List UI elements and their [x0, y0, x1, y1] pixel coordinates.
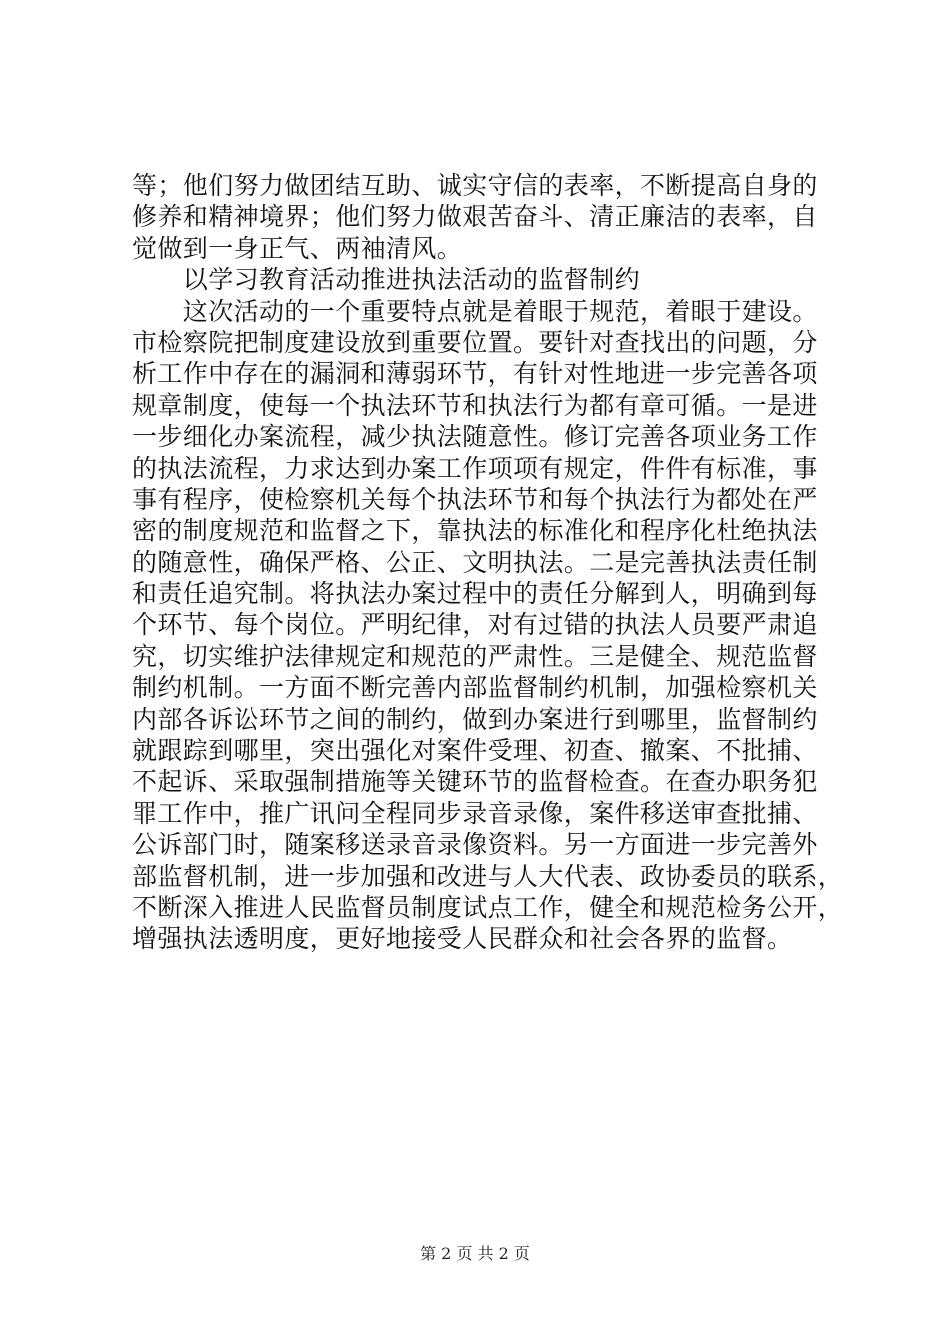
page-number-footer: 第 2 页 共 2 页	[420, 1244, 530, 1263]
text-line: 不起诉、采取强制措施等关键环节的监督检查。在查办职务犯	[132, 767, 818, 797]
text-line: 这次活动的一个重要特点就是着眼于规范，着眼于建设。	[132, 296, 818, 326]
text-line: 和责任追究制。将执法办案过程中的责任分解到人，明确到每	[132, 579, 818, 609]
text-line: 密的制度规范和监督之下，靠执法的标准化和程序化杜绝执法	[132, 516, 818, 546]
text-line: 不断深入推进人民监督员制度试点工作，健全和规范检务公开，	[132, 892, 844, 922]
text-line: 市检察院把制度建设放到重要位置。要针对查找出的问题，分	[132, 327, 818, 357]
text-line: 的随意性，确保严格、公正、文明执法。二是完善执法责任制	[132, 547, 818, 577]
text-line: 的执法流程，力求达到办案工作项项有规定，件件有标准，事	[132, 453, 818, 483]
text-line: 罪工作中，推广讯问全程同步录音录像，案件移送审查批捕、	[132, 798, 818, 828]
text-line: 事有程序，使检察机关每个执法环节和每个执法行为都处在严	[132, 484, 818, 514]
text-line: 部监督机制，进一步加强和改进与人大代表、政协委员的联系，	[132, 861, 844, 891]
text-line: 析工作中存在的漏洞和薄弱环节，有针对性地进一步完善各项	[132, 359, 818, 389]
section-heading: 以学习教育活动推进执法活动的监督制约	[132, 265, 641, 295]
text-line: 修养和精神境界；他们努力做艰苦奋斗、清正廉洁的表率，自	[132, 202, 818, 232]
text-line: 觉做到一身正气、两袖清风。	[132, 233, 463, 263]
text-line: 公诉部门时，随案移送录音录像资料。另一方面进一步完善外	[132, 830, 818, 860]
text-line: 等；他们努力做团结互助、诚实守信的表率，不断提高自身的	[132, 171, 818, 200]
text-line: 一步细化办案流程，减少执法随意性。修订完善各项业务工作	[132, 422, 818, 452]
text-line: 增强执法透明度，更好地接受人民群众和社会各界的监督。	[132, 924, 793, 954]
text-line: 制约机制。一方面不断完善内部监督制约机制，加强检察机关	[132, 673, 818, 703]
text-line: 内部各诉讼环节之间的制约，做到办案进行到哪里，监督制约	[132, 704, 818, 734]
text-line: 究，切实维护法律规定和规范的严肃性。三是健全、规范监督	[132, 641, 818, 671]
text-line: 规章制度，使每一个执法环节和执法行为都有章可循。一是进	[132, 390, 818, 420]
text-line: 就跟踪到哪里，突出强化对案件受理、初查、撤案、不批捕、	[132, 736, 818, 766]
document-body	[132, 170, 844, 955]
text-line: 个环节、每个岗位。严明纪律，对有过错的执法人员要严肃追	[132, 610, 818, 640]
